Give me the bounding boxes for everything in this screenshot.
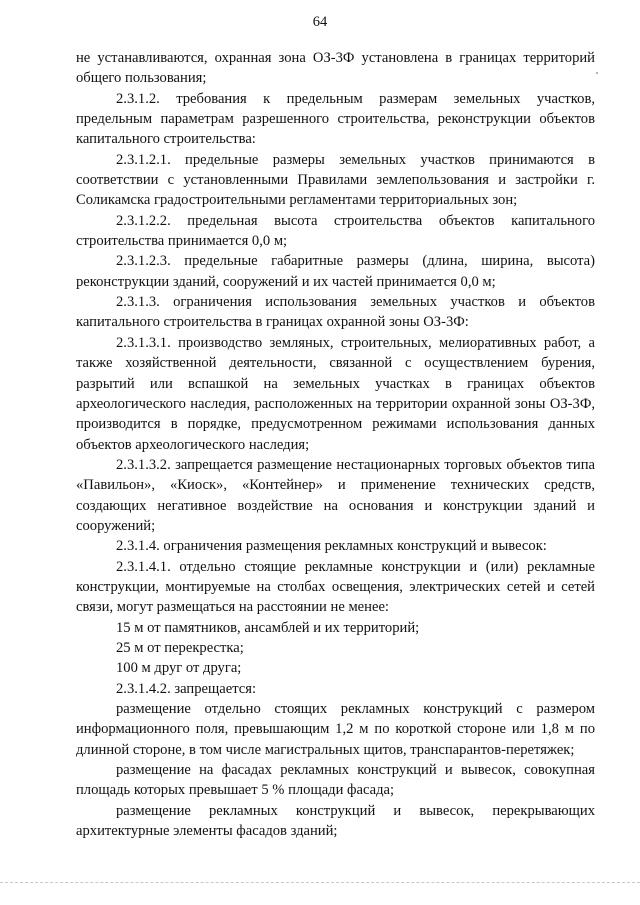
scan-edge-line: [0, 882, 640, 883]
paragraph-7: 2.3.1.3.1. производство земляных, строительных, мелиоративных работ, а также хозяйственной деятельности, связанной с осуществлением бурения, разрытий или вспашкой на земельных участках в границах объектов археологического наследия, расположенных на территории охранной зоны ОЗ-3Ф, производится в порядке, предусмотренном режимами использования данных объектов археологического наследия;: [76, 334, 595, 453]
paragraph-5: 2.3.1.2.3. предельные габаритные размеры (длина, ширина, высота) реконструкции зданий, сооружений и их частей принимается 0,0 м;: [76, 253, 595, 290]
list-item-distance-monuments: 15 м от памятников, ансамблей и их территорий;: [116, 619, 420, 636]
paragraph-4: 2.3.1.2.2. предельная высота строительства объектов капитального строительства принимается 0,0 м;: [76, 212, 595, 250]
scan-artifact: [596, 72, 598, 74]
paragraph-10: 2.3.1.4.1. отдельно стоящие рекламные конструкции и (или) рекламные конструкции, монтируемые на столбах освещения, электрических сетей и сетей связи, могут размещаться на расстоянии не менее:: [76, 558, 595, 616]
paragraph-3: 2.3.1.2.1. предельные размеры земельных участков принимаются в соответствии с установленными Правилами землепользования и застройки г. Соликамска градостроительными регламентами территориальных зон;: [76, 151, 595, 209]
list-item-prohibition-3: размещение рекламных конструкций и вывесок, перекрывающих архитектурные элементы фасадов зданий;: [76, 802, 595, 840]
list-item-prohibition-2: размещение на фасадах рекламных конструкций и вывесок, совокупная площадь которых превышает 5 % площади фасада;: [76, 762, 595, 799]
paragraph-1: не устанавливаются, охранная зона ОЗ-3Ф установлена в границах территорий общего пользования;: [76, 50, 595, 87]
page-number: 64: [312, 14, 328, 30]
list-item-prohibition-1: размещение отдельно стоящих рекламных конструкций с размером информационного поля, превышающим 1,2 м по короткой стороне или 1,8 м по длинной стороне, в том числе магистральных щитов, транспарантов-перетяжек;: [76, 701, 595, 758]
paragraph-8: 2.3.1.3.2. запрещается размещение нестационарных торговых объектов типа «Павильон», «Киоск», «Контейнер» и применение технических средств, создающих негативное воздействие на основания и конструкции зданий и сооружений;: [76, 456, 595, 534]
list-item-distance-intersection: 25 м от перекрестка;: [116, 639, 244, 656]
paragraph-14: 2.3.1.4.2. запрещается:: [116, 680, 257, 697]
paragraph-9: 2.3.1.4. ограничения размещения рекламных конструкций и вывесок:: [116, 538, 547, 555]
list-item-distance-between: 100 м друг от друга;: [116, 660, 242, 677]
paragraph-2: 2.3.1.2. требования к предельным размерам земельных участков, предельным параметрам разрешенного строительства, реконструкции объектов капитального строительства:: [76, 90, 595, 148]
document-body: [76, 48, 595, 841]
paragraph-6: 2.3.1.3. ограничения использования земельных участков и объектов капитального строительства в границах охранной зоны ОЗ-3Ф:: [76, 294, 595, 331]
